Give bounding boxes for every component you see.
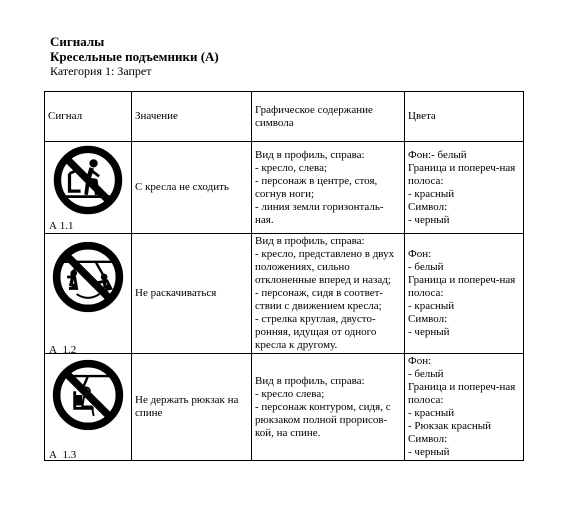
colors-cell xyxy=(405,354,524,461)
meaning-cell: С кресла не сходить xyxy=(132,142,252,234)
description-line: - кресло, слева; xyxy=(255,161,328,174)
signal-cell xyxy=(45,354,132,461)
signal-code: А 1.1 xyxy=(49,220,74,232)
document-header xyxy=(50,34,219,79)
colors-line: - красный xyxy=(408,300,455,312)
column-header-graphic-content: Графическое содержание символа xyxy=(252,92,405,142)
category-label: Категория 1: Запрет xyxy=(50,64,152,78)
colors-line: Граница и попереч-ная полоса: xyxy=(408,381,516,406)
colors-cell xyxy=(405,234,524,354)
description-cell xyxy=(252,234,405,354)
description-line: - персонаж, сидя в соответ-ствии с движением кресла; xyxy=(255,287,384,312)
description-line: - стрелка круглая, двусто-ронняя, идущая от одного кресла к другому. xyxy=(255,313,377,351)
signal-cell xyxy=(45,142,132,234)
signal-cell xyxy=(45,234,132,354)
no-backpack-icon xyxy=(50,357,126,433)
description-cell xyxy=(252,354,405,461)
signal-code: А 1.2 xyxy=(49,344,77,356)
colors-line: - белый xyxy=(408,261,444,273)
colors-line: - Рюкзак красный xyxy=(408,420,492,432)
colors-line: - красный xyxy=(408,407,455,419)
colors-line: - черный xyxy=(408,446,450,458)
colors-line: - белый xyxy=(408,368,444,380)
colors-line: Фон:- белый xyxy=(408,148,467,161)
colors-line: Фон: xyxy=(408,355,432,367)
description-line: - персонаж контуром, сидя, с рюкзаком полной прорисов-кой, на спине. xyxy=(255,400,391,439)
page-title: Сигналы xyxy=(50,34,105,49)
description-line: Вид в профиль, справа: xyxy=(255,374,365,387)
column-header-meaning: Значение xyxy=(132,92,252,142)
colors-line: Граница и попереч-ная полоса: xyxy=(408,274,516,299)
table-row xyxy=(45,234,524,354)
table-row xyxy=(45,142,524,234)
colors-cell xyxy=(405,142,524,234)
description-line: - линия земли горизонталь-ная. xyxy=(255,200,384,226)
colors-line: - красный xyxy=(408,187,455,200)
colors-line: Символ: xyxy=(408,313,448,325)
colors-line: - черный xyxy=(408,326,450,338)
meaning-cell: Не раскачиваться xyxy=(132,234,252,354)
table-row xyxy=(45,354,524,461)
signals-table xyxy=(44,91,524,461)
description-line: - кресло слева; xyxy=(255,387,325,400)
column-header-signal: Сигнал xyxy=(45,92,132,142)
no-getting-off-chair-icon xyxy=(51,143,125,217)
colors-line: Символ: xyxy=(408,200,448,213)
description-cell xyxy=(252,142,405,234)
description-line: - персонаж в центре, стоя, согнув ноги; xyxy=(255,174,378,200)
colors-line: Граница и попереч-ная полоса: xyxy=(408,161,516,187)
colors-line: Фон: xyxy=(408,248,432,260)
description-line: Вид в профиль, справа: xyxy=(255,235,365,247)
description-line: - кресло, представлено в двух положениях, сильно отклоненные вперед и назад; xyxy=(255,248,395,286)
colors-line: - черный xyxy=(408,213,450,226)
table-header-row xyxy=(45,92,524,142)
colors-line: Символ: xyxy=(408,433,448,445)
signal-code: А 1.3 xyxy=(49,449,77,461)
column-header-colors: Цвета xyxy=(405,92,524,142)
page-subtitle: Кресельные подъемники (А) xyxy=(50,49,219,64)
description-line: Вид в профиль, справа: xyxy=(255,148,365,161)
no-swinging-icon xyxy=(50,239,126,315)
meaning-cell: Не держать рюкзак на спине xyxy=(132,354,252,461)
